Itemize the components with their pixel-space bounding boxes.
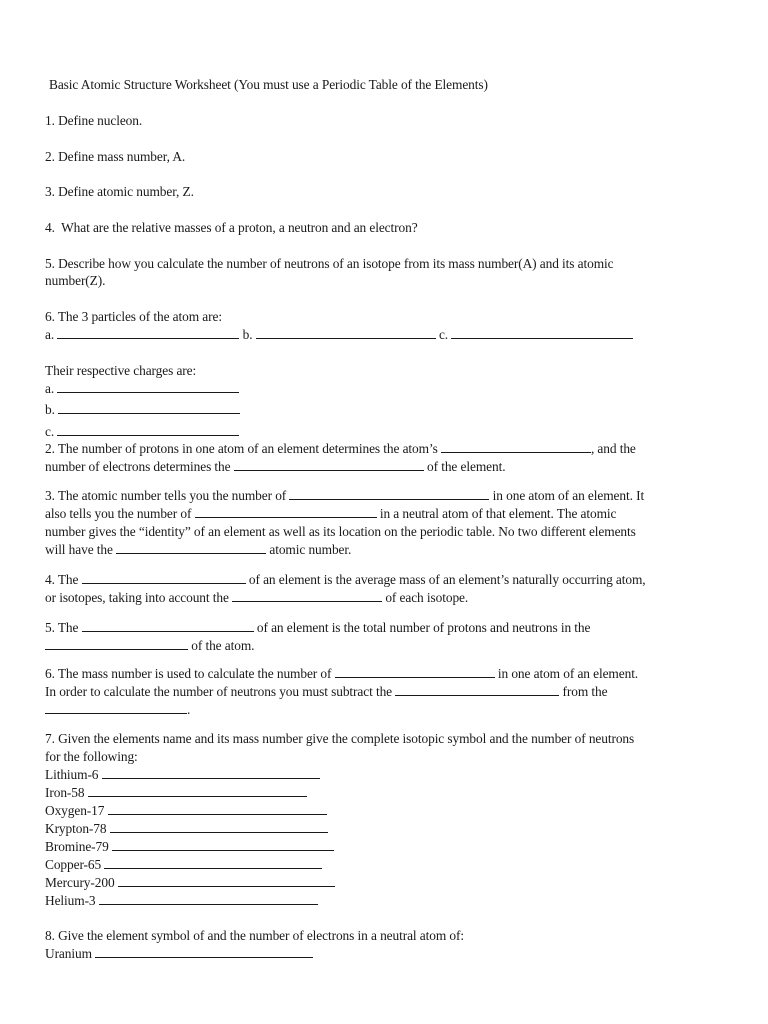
fill-2-text: of the element. bbox=[423, 459, 506, 474]
label-a: a. bbox=[45, 327, 55, 342]
isotope-label: Mercury-200 bbox=[45, 875, 115, 890]
fill-5-blank-1[interactable] bbox=[82, 620, 254, 632]
charge-a-blank[interactable] bbox=[57, 381, 239, 393]
question-1: 1. Define nucleon. bbox=[45, 113, 143, 128]
fill-2-blank-2[interactable] bbox=[234, 459, 424, 471]
charge-b-blank[interactable] bbox=[58, 402, 240, 414]
fill-6-text: . bbox=[187, 702, 191, 717]
element-answer-blank[interactable] bbox=[95, 946, 313, 958]
fill-2-line-1 bbox=[45, 441, 636, 457]
fill-3-blank-2[interactable] bbox=[195, 506, 377, 518]
particle-b-blank[interactable] bbox=[256, 327, 436, 339]
fill-3-text: in one atom of an element. It bbox=[489, 488, 645, 503]
element-label: Uranium bbox=[45, 946, 92, 961]
fill-6-text: in one atom of an element. bbox=[494, 666, 639, 681]
question-4: 4. What are the relative masses of a proton, a neutron and an electron? bbox=[45, 220, 418, 235]
isotope-label: Lithium-6 bbox=[45, 767, 99, 782]
isotope-row bbox=[45, 821, 328, 837]
charge-row-c bbox=[45, 424, 239, 440]
label-b: b. bbox=[242, 327, 253, 342]
isotope-answer-blank[interactable] bbox=[102, 767, 320, 779]
fill-3-text: will have the bbox=[45, 542, 117, 557]
fill-2-text: number of electrons determines the bbox=[45, 459, 234, 474]
isotope-label: Iron-58 bbox=[45, 785, 85, 800]
fill-6-line-3 bbox=[45, 702, 190, 718]
fill-5-text: of an element is the total number of protons and neutrons in the bbox=[253, 620, 591, 635]
charge-label-a: a. bbox=[45, 381, 55, 396]
question-7-line-1: 7. Given the elements name and its mass number give the complete isotopic symbol and the number of neutrons bbox=[45, 731, 635, 746]
question-6-prompt: 6. The 3 particles of the atom are: bbox=[45, 309, 222, 324]
fill-6-blank-1[interactable] bbox=[335, 666, 495, 678]
fill-5-text: 5. The bbox=[45, 620, 82, 635]
isotope-answer-blank[interactable] bbox=[112, 839, 334, 851]
fill-6-blank-2[interactable] bbox=[395, 684, 559, 696]
isotope-answer-blank[interactable] bbox=[108, 803, 327, 815]
question-3: 3. Define atomic number, Z. bbox=[45, 184, 194, 199]
isotope-answer-blank[interactable] bbox=[118, 875, 335, 887]
label-c: c. bbox=[438, 327, 449, 342]
question-8-prompt: 8. Give the element symbol of and the number of electrons in a neutral atom of: bbox=[45, 928, 464, 943]
fill-3-line-3: number gives the “identity” of an element as well as its location on the periodic table. No two different elements bbox=[45, 524, 636, 539]
fill-4-line-1 bbox=[45, 572, 646, 588]
fill-2-blank-1[interactable] bbox=[441, 441, 591, 453]
fill-4-text: of an element is the average mass of an element’s naturally occurring atom, bbox=[245, 572, 646, 587]
fill-5-line-1 bbox=[45, 620, 590, 636]
charge-label-b: b. bbox=[45, 402, 55, 417]
fill-5-text: of the atom. bbox=[188, 638, 255, 653]
isotope-answer-blank[interactable] bbox=[110, 821, 328, 833]
question-5-line-2: number(Z). bbox=[45, 273, 106, 288]
fill-4-text: 4. The bbox=[45, 572, 82, 587]
fill-3-text: 3. The atomic number tells you the number of bbox=[45, 488, 290, 503]
fill-6-text: from the bbox=[559, 684, 608, 699]
question-2: 2. Define mass number, A. bbox=[45, 149, 186, 164]
fill-3-text: atomic number. bbox=[266, 542, 352, 557]
fill-4-line-2 bbox=[45, 590, 468, 606]
worksheet-title: Basic Atomic Structure Worksheet (You must use a Periodic Table of the Elements) bbox=[49, 77, 488, 92]
charges-prompt: Their respective charges are: bbox=[45, 363, 197, 378]
fill-6-blank-3[interactable] bbox=[45, 702, 187, 714]
fill-3-line-1 bbox=[45, 488, 644, 504]
isotope-label: Krypton-78 bbox=[45, 821, 107, 836]
isotope-label: Bromine-79 bbox=[45, 839, 109, 854]
particle-c-blank[interactable] bbox=[451, 327, 633, 339]
isotope-row bbox=[45, 893, 318, 909]
isotope-label: Helium-3 bbox=[45, 893, 96, 908]
charge-c-blank[interactable] bbox=[57, 424, 239, 436]
isotope-row bbox=[45, 803, 327, 819]
fill-2-line-2 bbox=[45, 459, 505, 475]
isotope-row bbox=[45, 785, 307, 801]
fill-6-text: In order to calculate the number of neutrons you must subtract the bbox=[45, 684, 396, 699]
fill-6-line-2 bbox=[45, 684, 607, 700]
fill-4-blank-1[interactable] bbox=[82, 572, 246, 584]
isotope-label: Copper-65 bbox=[45, 857, 102, 872]
fill-3-text: in a neutral atom of that element. The atomic bbox=[376, 506, 617, 521]
charge-label-c: c. bbox=[45, 424, 55, 439]
isotope-answer-blank[interactable] bbox=[99, 893, 318, 905]
isotope-row bbox=[45, 839, 334, 855]
fill-3-text: also tells you the number of bbox=[45, 506, 195, 521]
fill-2-text: , and the bbox=[590, 441, 636, 456]
fill-2-text: 2. The number of protons in one atom of an element determines the atom’s bbox=[45, 441, 441, 456]
isotope-row bbox=[45, 875, 335, 891]
particles-row bbox=[45, 327, 633, 343]
fill-4-blank-2[interactable] bbox=[232, 590, 382, 602]
fill-3-blank-3[interactable] bbox=[116, 542, 266, 554]
isotope-label: Oxygen-17 bbox=[45, 803, 105, 818]
fill-3-line-2 bbox=[45, 506, 616, 522]
charge-row-a bbox=[45, 381, 239, 397]
fill-5-blank-2[interactable] bbox=[45, 638, 188, 650]
fill-3-line-4 bbox=[45, 542, 351, 558]
isotope-row bbox=[45, 767, 320, 783]
fill-6-text: 6. The mass number is used to calculate the number of bbox=[45, 666, 335, 681]
particle-a-blank[interactable] bbox=[57, 327, 239, 339]
fill-4-text: or isotopes, taking into account the bbox=[45, 590, 233, 605]
fill-4-text: of each isotope. bbox=[382, 590, 469, 605]
isotope-answer-blank[interactable] bbox=[104, 857, 322, 869]
element-row bbox=[45, 946, 313, 962]
fill-5-line-2 bbox=[45, 638, 254, 654]
charge-row-b bbox=[45, 402, 240, 418]
fill-3-blank-1[interactable] bbox=[289, 488, 489, 500]
isotope-answer-blank[interactable] bbox=[88, 785, 307, 797]
fill-6-line-1 bbox=[45, 666, 638, 682]
isotope-row bbox=[45, 857, 322, 873]
question-7-line-2: for the following: bbox=[45, 749, 138, 764]
question-5-line-1: 5. Describe how you calculate the number of neutrons of an isotope from its mass number(A) and its atomic bbox=[45, 256, 614, 271]
